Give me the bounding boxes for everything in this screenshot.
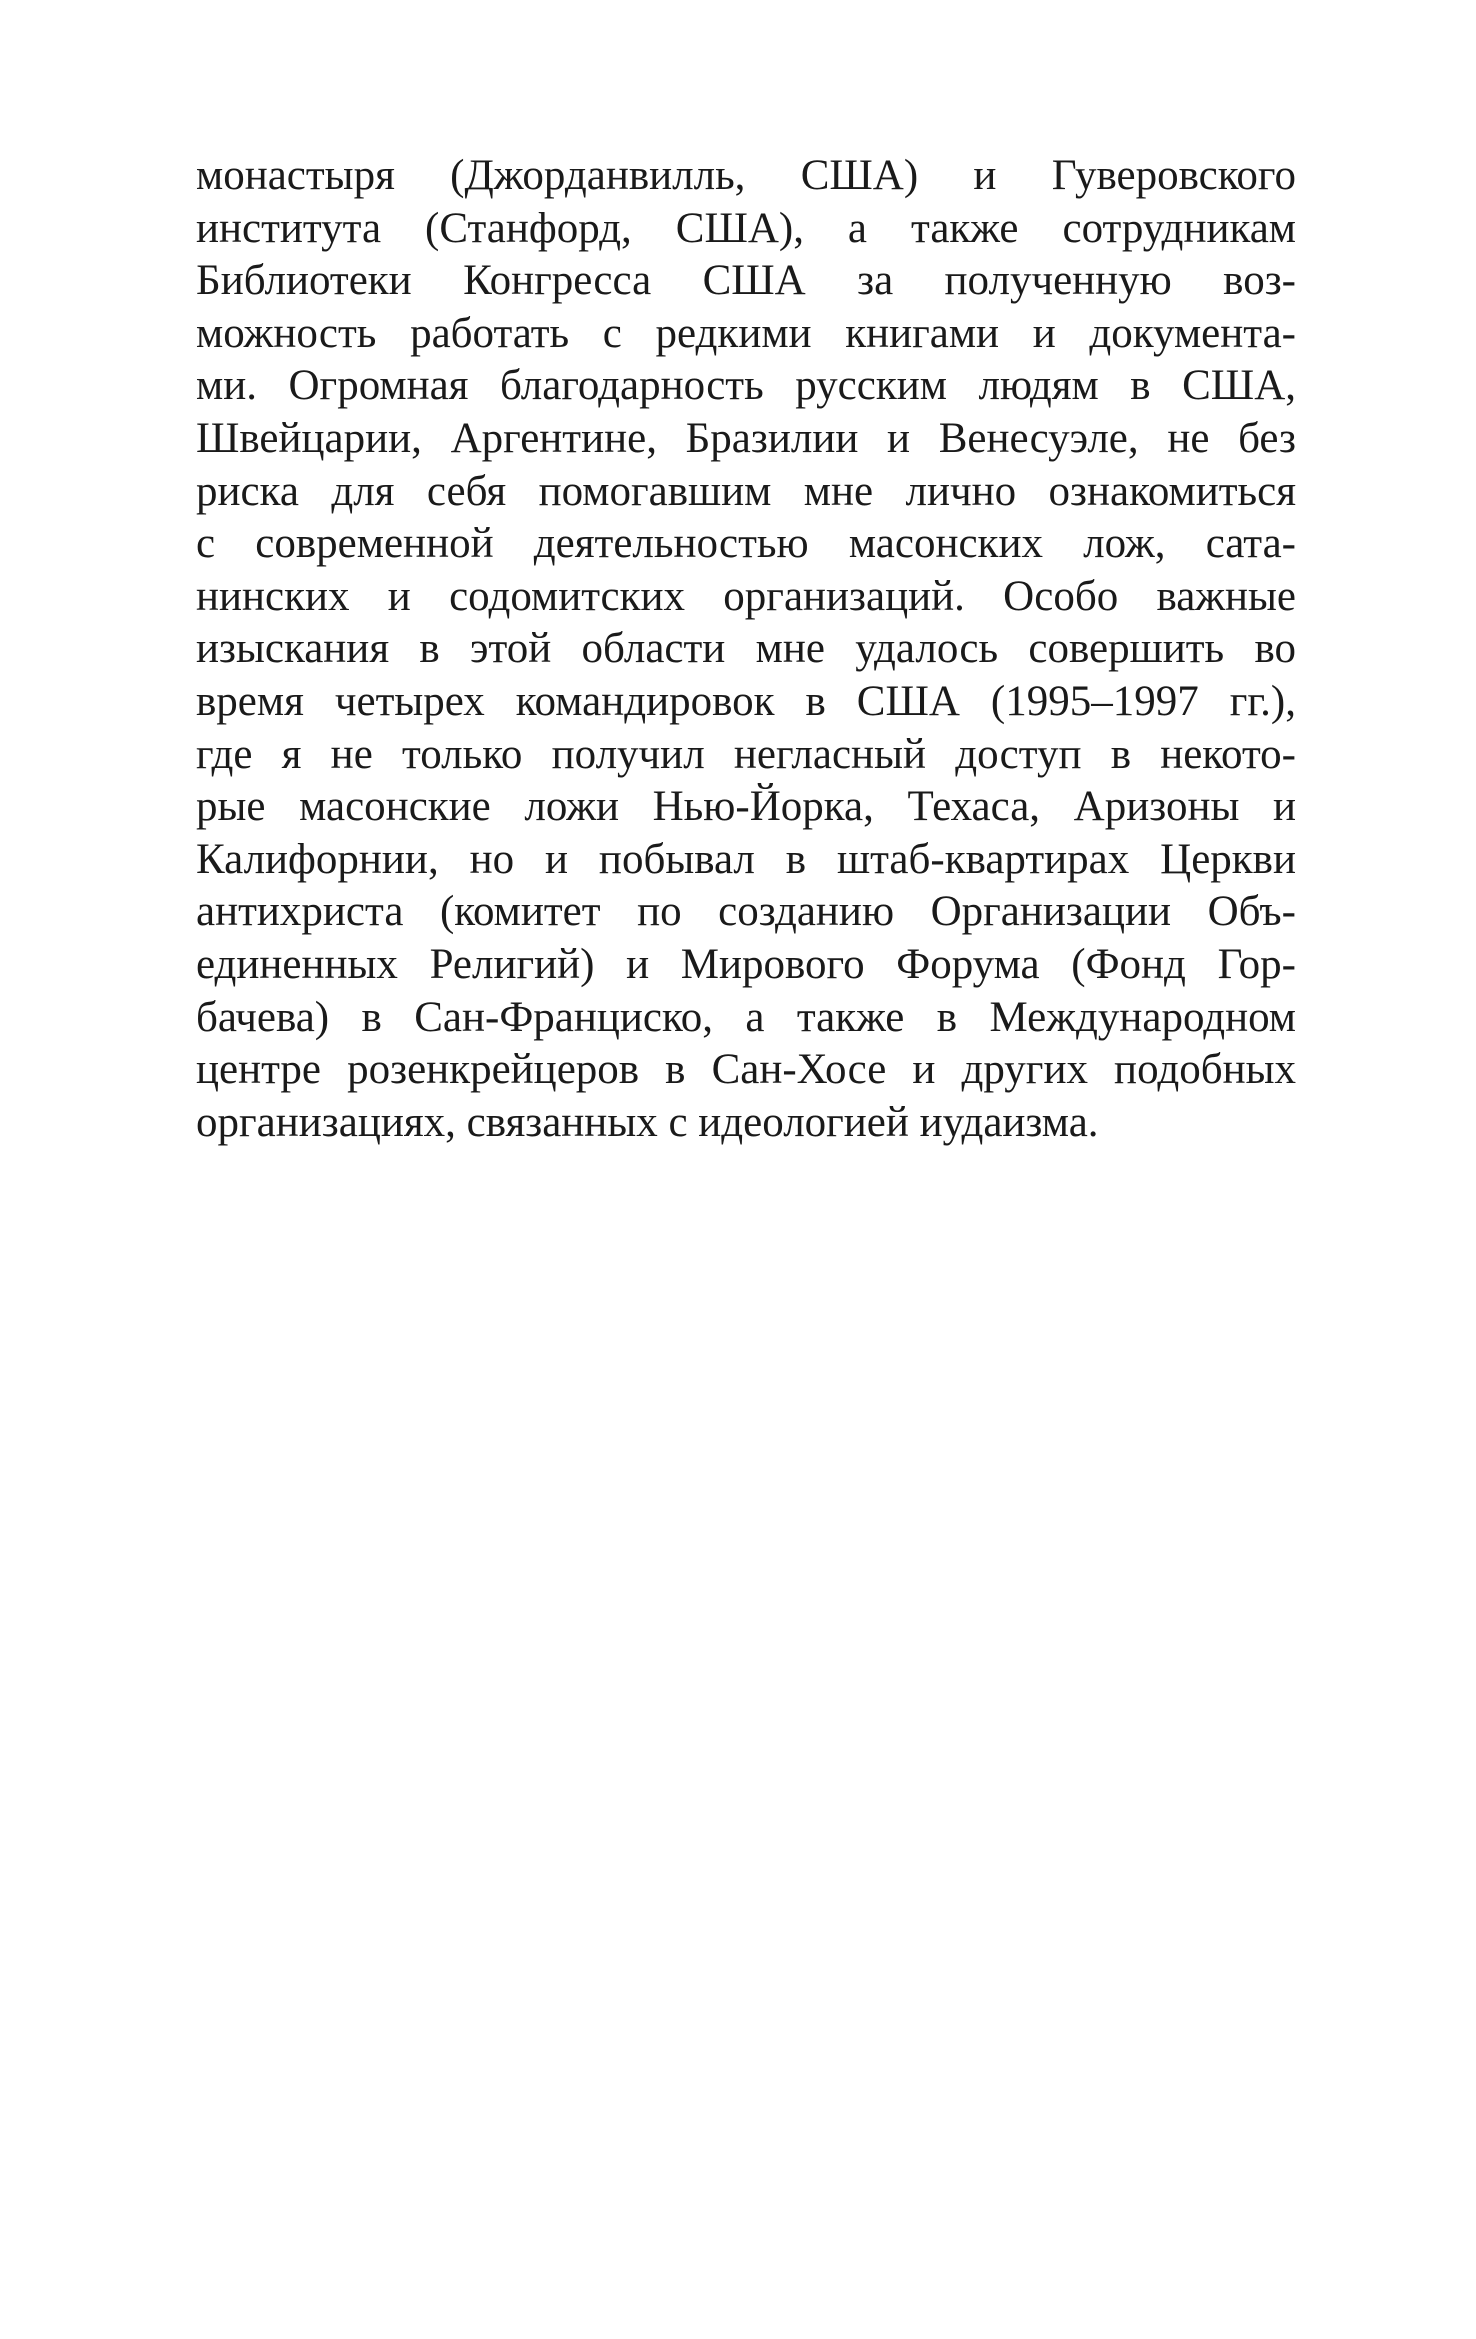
text-line: антихриста (комитет по созданию Организации Объ- xyxy=(196,888,1296,936)
text-line: можность работать с редкими книгами и документа- xyxy=(196,309,1296,357)
text-line: изыскания в этой области мне удалось совершить во xyxy=(196,625,1296,673)
text-line: организациях, связанных с идеологией иудаизма. xyxy=(196,1098,1099,1146)
text-line: Библиотеки Конгресса США за полученную воз- xyxy=(196,257,1296,305)
text-line: время четырех командировок в США (1995–1997 гг.), xyxy=(196,677,1296,725)
text-line: бачева) в Сан-Франциско, а также в Международном xyxy=(196,993,1296,1041)
text-line: центре розенкрейцеров в Сан-Хосе и других подобных xyxy=(196,1046,1296,1094)
text-line: рые масонские ложи Нью-Йорка, Техаса, Аризоны и xyxy=(196,783,1296,831)
text-line: института (Станфорд, США), а также сотрудникам xyxy=(196,204,1296,252)
text-line: с современной деятельностью масонских лож, сата- xyxy=(196,520,1296,568)
text-line: нинских и содомитских организаций. Особо важные xyxy=(196,572,1296,620)
text-line: риска для себя помогавшим мне лично ознакомиться xyxy=(196,467,1296,515)
text-line: монастыря (Джорданвилль, США) и Гуверовского xyxy=(196,152,1296,199)
text-line: Швейцарии, Аргентине, Бразилии и Венесуэле, не без xyxy=(196,414,1296,462)
text-line: Калифорнии, но и побывал в штаб-квартирах Церкви xyxy=(196,835,1296,883)
text-line: где я не только получил негласный доступ в некото- xyxy=(196,730,1296,778)
text-line: ми. Огромная благодарность русским людям в США, xyxy=(196,362,1296,410)
body-paragraph xyxy=(196,150,1296,1149)
text-line: единенных Религий) и Мирового Форума (Фонд Гор- xyxy=(196,940,1296,988)
